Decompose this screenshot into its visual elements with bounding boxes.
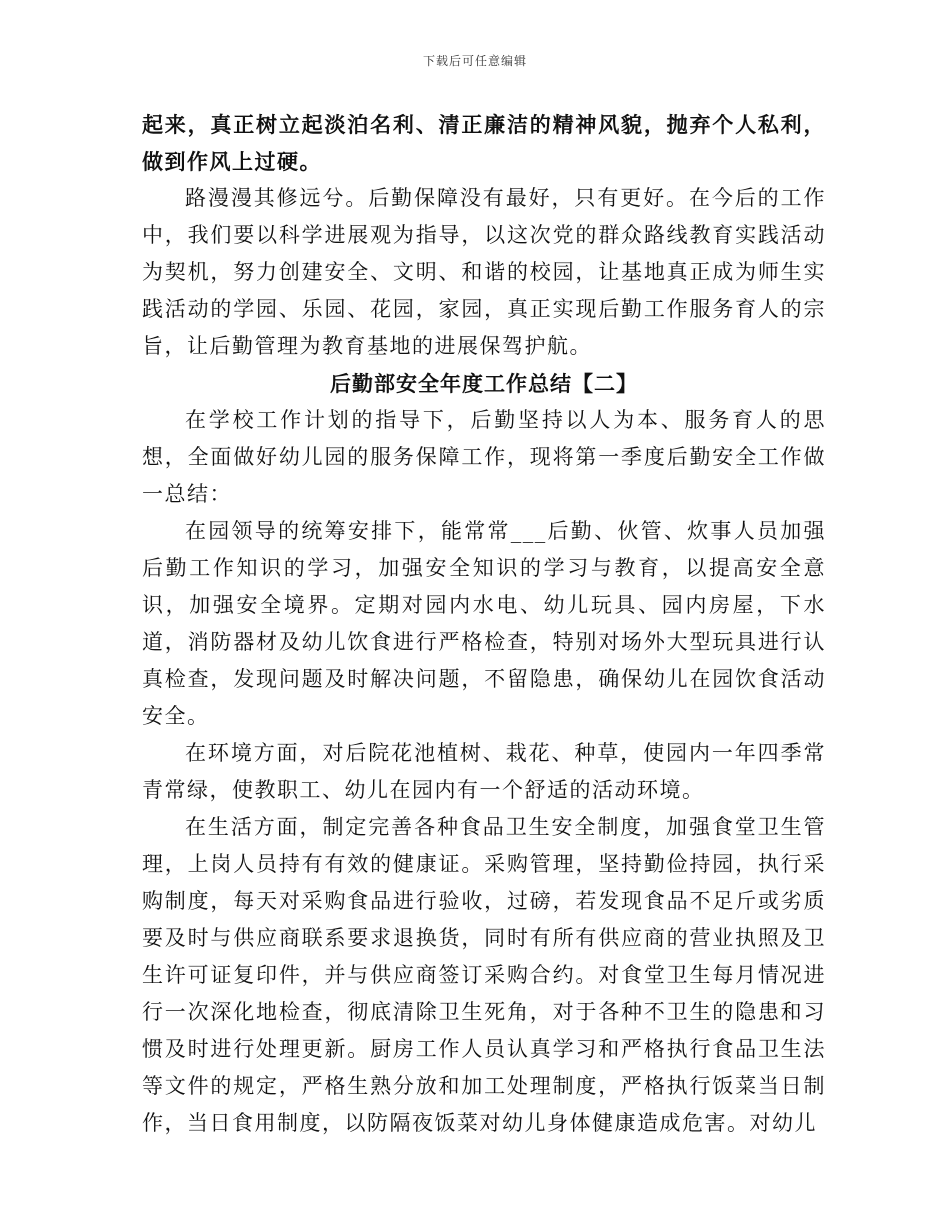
- paragraph-continuation: 起来，真正树立起淡泊名利、清正廉洁的精神风貌，抛弃个人私利，做到作风上过硬。: [142, 112, 826, 174]
- document-body: [142, 106, 826, 1142]
- paragraph-daily-life: 在生活方面，制定完善各种食品卫生安全制度，加强食堂卫生管理，上岗人员持有有效的健康证。采购管理，坚持勤俭持园，执行采购制度，每天对采购食品进行验收，过磅，若发现食品不足斤或劣质要及时与供应商联系要求退换货，同时有所有供应商的营业执照及卫生许可证复印件，并与供应商签订采购合约。对食堂卫生每月情况进行一次深化地检查，彻底清除卫生死角，对于各种不卫生的隐患和习惯及时进行处理更新。厨房工作人员认真学习和严格执行食品卫生法等文件的规定，严格生熟分放和加工处理制度，严格执行饭菜当日制作，当日食用制度，以防隔夜饭菜对幼儿身体健康造成危害。对幼儿: [142, 815, 826, 1135]
- paragraph-intro: 在学校工作计划的指导下，后勤坚持以人为本、服务育人的思想，全面做好幼儿园的服务保障工作，现将第一季度后勤安全工作做一总结：: [142, 408, 826, 506]
- section-heading: 后勤部安全年度工作总结【二】: [330, 371, 638, 396]
- paragraph-conclusion: 路漫漫其修远兮。后勤保障没有最好，只有更好。在今后的工作中，我们要以科学进展观为指导，以这次党的群众路线教育实践活动为契机，努力创建安全、文明、和谐的校园，让基地真正成为师生实践活动的学园、乐园、花园，家园，真正实现后勤工作服务育人的宗旨，让后勤管理为教育基地的进展保驾护航。: [142, 186, 826, 358]
- page-header: 下载后可任意编辑: [422, 54, 527, 68]
- paragraph-safety-inspection: 在园领导的统筹安排下，能常常___后勤、伙管、炊事人员加强后勤工作知识的学习，加强安全知识的学习与教育，以提高安全意识，加强安全境界。定期对园内水电、幼儿玩具、园内房屋，下水道，消防器材及幼儿饮食进行严格检查，特别对场外大型玩具进行认真检查，发现问题及时解决问题，不留隐患，确保幼儿在园饮食活动安全。: [142, 519, 826, 728]
- paragraph-environment: 在环境方面，对后院花池植树、栽花、种草，使园内一年四季常青常绿，使教职工、幼儿在园内有一个舒适的活动环境。: [142, 741, 826, 802]
